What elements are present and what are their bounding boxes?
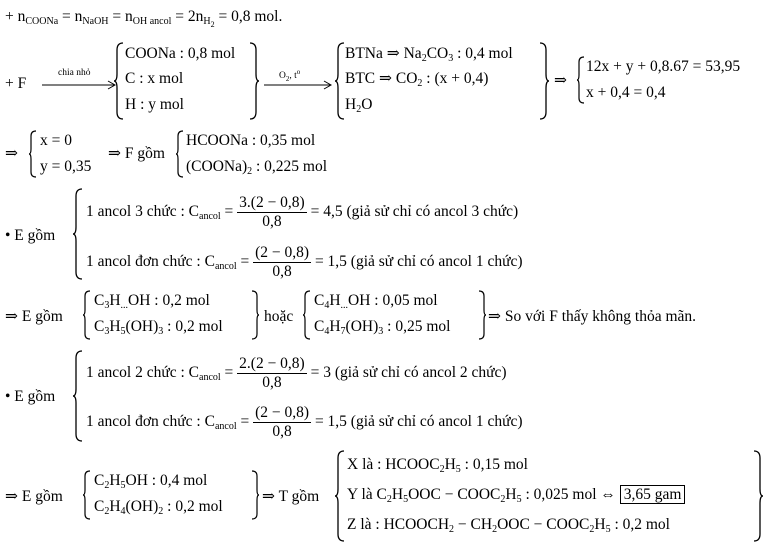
left-brace-icon xyxy=(334,450,346,542)
right-brace-icon xyxy=(248,42,260,120)
answer-box: 3,65 gam xyxy=(620,485,686,504)
left-brace-icon xyxy=(576,56,586,104)
e-case-1-label: • E gồm xyxy=(5,227,56,244)
arrow-label-split: chia nhỏ xyxy=(58,68,91,78)
t-ester-y: Y là $C_2H_5OOC$ − $COOC_2H_5$ : 0,025 mol ⇔ 3,65 gam xyxy=(347,486,685,509)
e1-monool-row: 1 ancol đơn chức : $C_{ancol}$ = $\frac{(2 - 0,8)}{0,8}$ = 1,5 (giả sử chỉ có ancol 1 chức) xyxy=(86,244,523,280)
implies-icon: ⇒ xyxy=(5,145,18,162)
e2-option-b-2: $C_4H_7(OH)_3$ : 0,25 mol xyxy=(314,318,451,337)
left-brace-icon xyxy=(72,188,84,280)
right-brace-icon xyxy=(250,470,260,520)
product-h2o: $H_2O$ xyxy=(345,96,373,115)
left-brace-icon xyxy=(302,290,312,340)
arrow-label-combustion: $O_2$, $t^o$ xyxy=(279,68,301,84)
left-brace-icon xyxy=(72,350,84,442)
left-brace-icon xyxy=(82,290,92,340)
left-brace-icon xyxy=(82,470,92,520)
final-ethanol: $C_2H_5OH$ : 0,4 mol xyxy=(94,472,208,491)
left-brace-icon xyxy=(175,130,185,178)
solution-y: y = 0,35 xyxy=(40,158,92,175)
implies-icon: ⇒ xyxy=(554,72,567,89)
e-case-3-label: • E gồm xyxy=(5,388,56,405)
f-coona2: $(COONa)_2$ : 0,225 mol xyxy=(186,158,328,177)
f-item-h: H : y mol xyxy=(125,96,184,113)
f-item-coona: COONa : 0,8 mol xyxy=(125,45,236,62)
e2-option-b-1: $C_4H_{...}OH$ : 0,05 mol xyxy=(314,292,438,311)
e1-triol-fraction: $\frac{3.(2 - 0,8)}{0,8}$ xyxy=(239,194,305,230)
e3-monool-fraction: $\frac{(2 - 0,8)}{0,8}$ xyxy=(255,404,310,440)
left-brace-icon xyxy=(113,42,125,120)
e1-triol-row: 1 ancol 3 chức : $C_{ancol}$ = $\frac{3.(2 - 0,8)}{0,8}$ = 4,5 (giả sử chỉ có ancol 3 chức) xyxy=(86,194,519,230)
e2-option-a-2: $C_3H_5(OH)_3$ : 0,2 mol xyxy=(94,318,223,337)
right-brace-icon xyxy=(477,290,487,340)
right-brace-icon xyxy=(250,290,260,340)
e3-monool-row: 1 ancol đơn chức : $C_{ancol}$ = $\frac{(2 - 0,8)}{0,8}$ = 1,5 (giả sử chỉ có ancol 1 chức) xyxy=(86,404,523,440)
t-composition-label: ⇒ T gồm xyxy=(262,488,320,505)
product-co2: BTC ⇒ $CO_2$ : (x + 0,4) xyxy=(345,70,489,89)
f-composition-label: ⇒ F gồm xyxy=(108,145,165,162)
mole-equality-line: + $n_{COONa} = n_{NaOH} = n_{OH ancol} = 2n_{H_2} = 0,8$ mol. xyxy=(5,8,283,29)
t-ester-z: Z là : $HCOOCH_2 - CH_2OOC$ − $COOC_2H_5$ : 0,2 mol xyxy=(347,516,670,535)
right-brace-icon xyxy=(538,42,550,120)
left-brace-icon xyxy=(28,130,38,178)
solution-x: x = 0 xyxy=(40,132,72,149)
e2-option-a-1: $C_3H_{...}OH$ : 0,2 mol xyxy=(94,292,210,311)
f-hcoona: HCOONa : 0,35 mol xyxy=(186,132,316,149)
equation-mass: 12x + y + 0,8.67 = 53,95 xyxy=(586,58,741,75)
f-item-c: C : x mol xyxy=(125,70,184,87)
final-ethylene-glycol: $C_2H_4(OH)_2$ : 0,2 mol xyxy=(94,498,223,517)
e-final-label: ⇒ E gồm xyxy=(5,488,63,505)
t-ester-x: X là : $HCOOC_2H_5$ : 0,15 mol xyxy=(347,456,528,475)
equation-carbon: x + 0,4 = 0,4 xyxy=(586,84,666,101)
e1-monool-fraction: $\frac{(2 - 0,8)}{0,8}$ xyxy=(255,244,310,280)
combustion-arrow-icon xyxy=(262,80,334,90)
f-label: + F xyxy=(5,75,27,92)
split-arrow-icon xyxy=(40,80,120,90)
e-case-2-label: ⇒ E gồm xyxy=(5,308,63,325)
e2-conclusion: ⇒ So với F thấy không thỏa mãn. xyxy=(488,308,697,325)
product-na2co3: BTNa ⇒ $Na_2CO_3$ : 0,4 mol xyxy=(345,45,513,64)
or-text: hoặc xyxy=(264,308,294,325)
e3-diol-fraction: $\frac{2.(2 - 0,8)}{0,8}$ xyxy=(239,355,305,391)
e3-diol-row: 1 ancol 2 chức : $C_{ancol}$ = $\frac{2.(2 - 0,8)}{0,8}$ = 3 (giả sử chỉ có ancol 2 chức) xyxy=(86,355,507,391)
right-brace-icon xyxy=(752,450,764,542)
